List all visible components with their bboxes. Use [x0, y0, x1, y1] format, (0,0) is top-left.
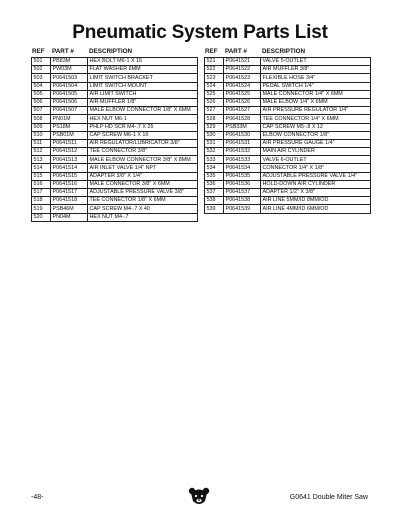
part-number-cell: PW03M	[51, 66, 88, 74]
description-cell: TEE CONNECTOR 1/4" X 6MM	[261, 115, 371, 123]
description-cell: MALE ELBOW CONNECTOR 3/8" X 8MM	[88, 156, 198, 164]
table-row	[32, 148, 198, 156]
table-row	[205, 123, 371, 131]
part-number-cell: P0641503	[51, 74, 88, 82]
description-cell: AIR LINE 4MM/ID 6MM/OD	[261, 205, 371, 213]
table-row	[205, 172, 371, 180]
part-number-cell: PSB33M	[224, 123, 261, 131]
part-number-cell: P0641523	[224, 74, 261, 82]
description-cell: HEX NUT M4-.7	[88, 213, 198, 221]
description-cell: LIMIT SWITCH BRACKET	[88, 74, 198, 82]
part-number-cell: P0641538	[224, 197, 261, 205]
part-number-cell: P0641530	[224, 131, 261, 139]
table-row	[205, 98, 371, 106]
ref-cell: 533	[205, 156, 224, 164]
description-cell: AIR MUFFLER 1/8"	[88, 98, 198, 106]
table-row	[32, 58, 198, 66]
ref-cell: 526	[205, 98, 224, 106]
part-number-cell: P0641531	[224, 139, 261, 147]
ref-cell: 507	[32, 107, 51, 115]
part-number-cell: P0641524	[224, 82, 261, 90]
part-number-cell: PSB01M	[51, 131, 88, 139]
part-number-cell: P0641528	[224, 115, 261, 123]
table-row	[32, 156, 198, 164]
description-cell: TEE CONNECTOR 1/8" X 6MM	[88, 197, 198, 205]
part-number-cell: PN01M	[51, 115, 88, 123]
table-row	[32, 172, 198, 180]
ref-cell: 521	[205, 58, 224, 66]
description-cell: ELBOW CONNECTOR 1/8"	[261, 131, 371, 139]
table-header	[204, 48, 371, 56]
part-number-cell: P0641534	[224, 164, 261, 172]
ref-cell: 528	[205, 115, 224, 123]
part-number-cell: P0641506	[51, 98, 88, 106]
table-row	[32, 139, 198, 147]
parts-table-right	[204, 57, 371, 214]
table-row	[32, 107, 198, 115]
table-row	[205, 115, 371, 123]
ref-cell: 525	[205, 90, 224, 98]
part-number-cell: PS18M	[51, 123, 88, 131]
ref-cell: 535	[205, 172, 224, 180]
description-cell: CAP SCREW M4-.7 X 40	[88, 205, 198, 213]
ref-cell: 514	[32, 164, 51, 172]
ref-cell: 510	[32, 131, 51, 139]
table-row	[32, 82, 198, 90]
part-number-cell: P0641504	[51, 82, 88, 90]
description-cell: MAIN AIR CYLINDER	[261, 148, 371, 156]
description-cell: AIR LINE 5MM/ID 8MM/OD	[261, 197, 371, 205]
ref-cell: 503	[32, 74, 51, 82]
table-row	[32, 189, 198, 197]
table-row	[32, 115, 198, 123]
description-cell: PHLP HD SCR M4-.7 X 25	[88, 123, 198, 131]
ref-cell: 534	[205, 164, 224, 172]
part-number-cell: P0641505	[51, 90, 88, 98]
table-row	[32, 90, 198, 98]
table-row	[205, 148, 371, 156]
table-row	[205, 107, 371, 115]
description-cell: MALE ELBOW 1/4" X 6MM	[261, 98, 371, 106]
ref-cell: 509	[32, 123, 51, 131]
description-cell: TEE CONNECTOR 3/8"	[88, 148, 198, 156]
table-row	[32, 66, 198, 74]
ref-cell: 539	[205, 205, 224, 213]
description-cell: AIR INLET VALVE 1/4" NPT	[88, 164, 198, 172]
ref-cell: 517	[32, 189, 51, 197]
part-number-cell: P0641513	[51, 156, 88, 164]
part-number-cell: PB83M	[51, 58, 88, 66]
header-ref: REF	[32, 48, 45, 55]
ref-cell: 532	[205, 148, 224, 156]
table-row	[205, 205, 371, 213]
part-number-cell: P0641515	[51, 172, 88, 180]
ref-cell: 501	[32, 58, 51, 66]
page-title: Pneumatic System Parts List	[72, 22, 328, 43]
ref-cell: 512	[32, 148, 51, 156]
description-cell: AIR LIMIT SWITCH	[88, 90, 198, 98]
description-cell: AIR REGULATOR/LUBRICATOR 3/8"	[88, 139, 198, 147]
table-row	[32, 131, 198, 139]
table-header	[31, 48, 198, 56]
part-number-cell: P0641539	[224, 205, 261, 213]
ref-cell: 523	[205, 74, 224, 82]
table-row	[205, 90, 371, 98]
description-cell: AIR PRESSURE REGULATOR 1/4"	[261, 107, 371, 115]
ref-cell: 538	[205, 197, 224, 205]
part-number-cell: P0641512	[51, 148, 88, 156]
table-row	[32, 180, 198, 188]
model-name: G0641 Double Miter Saw	[289, 494, 368, 501]
ref-cell: 531	[205, 139, 224, 147]
header-ref: REF	[205, 48, 218, 55]
table-row	[32, 123, 198, 131]
ref-cell: 522	[205, 66, 224, 74]
header-description: DESCRIPTION	[262, 48, 306, 55]
part-number-cell: P0641525	[224, 90, 261, 98]
part-number-cell: P0641532	[224, 148, 261, 156]
bear-head-icon	[188, 487, 210, 507]
parts-column-left	[31, 48, 198, 222]
description-cell: ADAPTER 3/8" X 1/4"	[88, 172, 198, 180]
page-number: -48-	[31, 494, 44, 501]
table-row	[32, 213, 198, 221]
table-row	[32, 197, 198, 205]
ref-cell: 508	[32, 115, 51, 123]
part-number-cell: P0641536	[224, 180, 261, 188]
table-row	[205, 74, 371, 82]
part-number-cell: P0641511	[51, 139, 88, 147]
ref-cell: 504	[32, 82, 51, 90]
part-number-cell: P0641521	[224, 58, 261, 66]
parts-column-right	[204, 48, 371, 222]
ref-cell: 536	[205, 180, 224, 188]
part-number-cell: P0641537	[224, 189, 261, 197]
ref-cell: 529	[205, 123, 224, 131]
description-cell: CAP SCREW M5-.8 X 12	[261, 123, 371, 131]
table-row	[205, 156, 371, 164]
ref-cell: 537	[205, 189, 224, 197]
description-cell: PEDAL SWITCH 1/4"	[261, 82, 371, 90]
table-row	[205, 197, 371, 205]
header-part: PART #	[225, 48, 247, 55]
description-cell: ADJUSTABLE PRESSURE VALVE 3/8"	[88, 189, 198, 197]
ref-cell: 524	[205, 82, 224, 90]
description-cell: AIR MUFFLER 3/8"	[261, 66, 371, 74]
description-cell: ADAPTER 1/2" X 3/8"	[261, 189, 371, 197]
ref-cell: 519	[32, 205, 51, 213]
table-row	[205, 58, 371, 66]
part-number-cell: PSB46M	[51, 205, 88, 213]
part-number-cell: P0641526	[224, 98, 261, 106]
table-row	[32, 74, 198, 82]
ref-cell: 502	[32, 66, 51, 74]
ref-cell: 513	[32, 156, 51, 164]
header-description: DESCRIPTION	[89, 48, 133, 55]
description-cell: VALVE 5-OUTLET	[261, 58, 371, 66]
ref-cell: 516	[32, 180, 51, 188]
part-number-cell: P0641533	[224, 156, 261, 164]
part-number-cell: P0641527	[224, 107, 261, 115]
part-number-cell: P0641522	[224, 66, 261, 74]
description-cell: VALVE 6-OUTLET	[261, 156, 371, 164]
table-row	[205, 139, 371, 147]
ref-cell: 518	[32, 197, 51, 205]
part-number-cell: P0641516	[51, 180, 88, 188]
description-cell: HOLD-DOWN AIR CYLINDER	[261, 180, 371, 188]
table-row	[32, 205, 198, 213]
part-number-cell: PN04M	[51, 213, 88, 221]
description-cell: LIMIT SWITCH MOUNT	[88, 82, 198, 90]
description-cell: HEX NUT M6-1	[88, 115, 198, 123]
table-row	[205, 131, 371, 139]
description-cell: MALE ELBOW CONNECTOR 1/8" X 6MM	[88, 107, 198, 115]
ref-cell: 515	[32, 172, 51, 180]
ref-cell: 530	[205, 131, 224, 139]
part-number-cell: P0641535	[224, 172, 261, 180]
description-cell: FLEXIBLE HOSE 3/4"	[261, 74, 371, 82]
ref-cell: 511	[32, 139, 51, 147]
description-cell: CONNECTOR 1/4" X 1/8"	[261, 164, 371, 172]
table-row	[205, 164, 371, 172]
description-cell: CAP SCREW M6-1 X 16	[88, 131, 198, 139]
parts-table-left	[31, 57, 198, 222]
description-cell: FLAT WASHER 6MM	[88, 66, 198, 74]
header-part: PART #	[52, 48, 74, 55]
description-cell: ADJUSTABLE PRESSURE VALVE 1/4"	[261, 172, 371, 180]
part-number-cell: P0641507	[51, 107, 88, 115]
ref-cell: 505	[32, 90, 51, 98]
part-number-cell: P0641518	[51, 197, 88, 205]
description-cell: MALE CONNECTOR 1/4" X 6MM	[261, 90, 371, 98]
ref-cell: 520	[32, 213, 51, 221]
part-number-cell: P0641514	[51, 164, 88, 172]
ref-cell: 527	[205, 107, 224, 115]
table-row	[32, 164, 198, 172]
parts-tables	[31, 48, 371, 222]
table-row	[32, 98, 198, 106]
description-cell: HEX BOLT M6-1 X 16	[88, 58, 198, 66]
table-row	[205, 66, 371, 74]
table-row	[205, 82, 371, 90]
table-row	[205, 189, 371, 197]
ref-cell: 506	[32, 98, 51, 106]
part-number-cell: P0641517	[51, 189, 88, 197]
description-cell: MALE CONNECTOR 3/8" X 6MM	[88, 180, 198, 188]
table-row	[205, 180, 371, 188]
description-cell: AIR PRESSURE GAUGE 1/4"	[261, 139, 371, 147]
